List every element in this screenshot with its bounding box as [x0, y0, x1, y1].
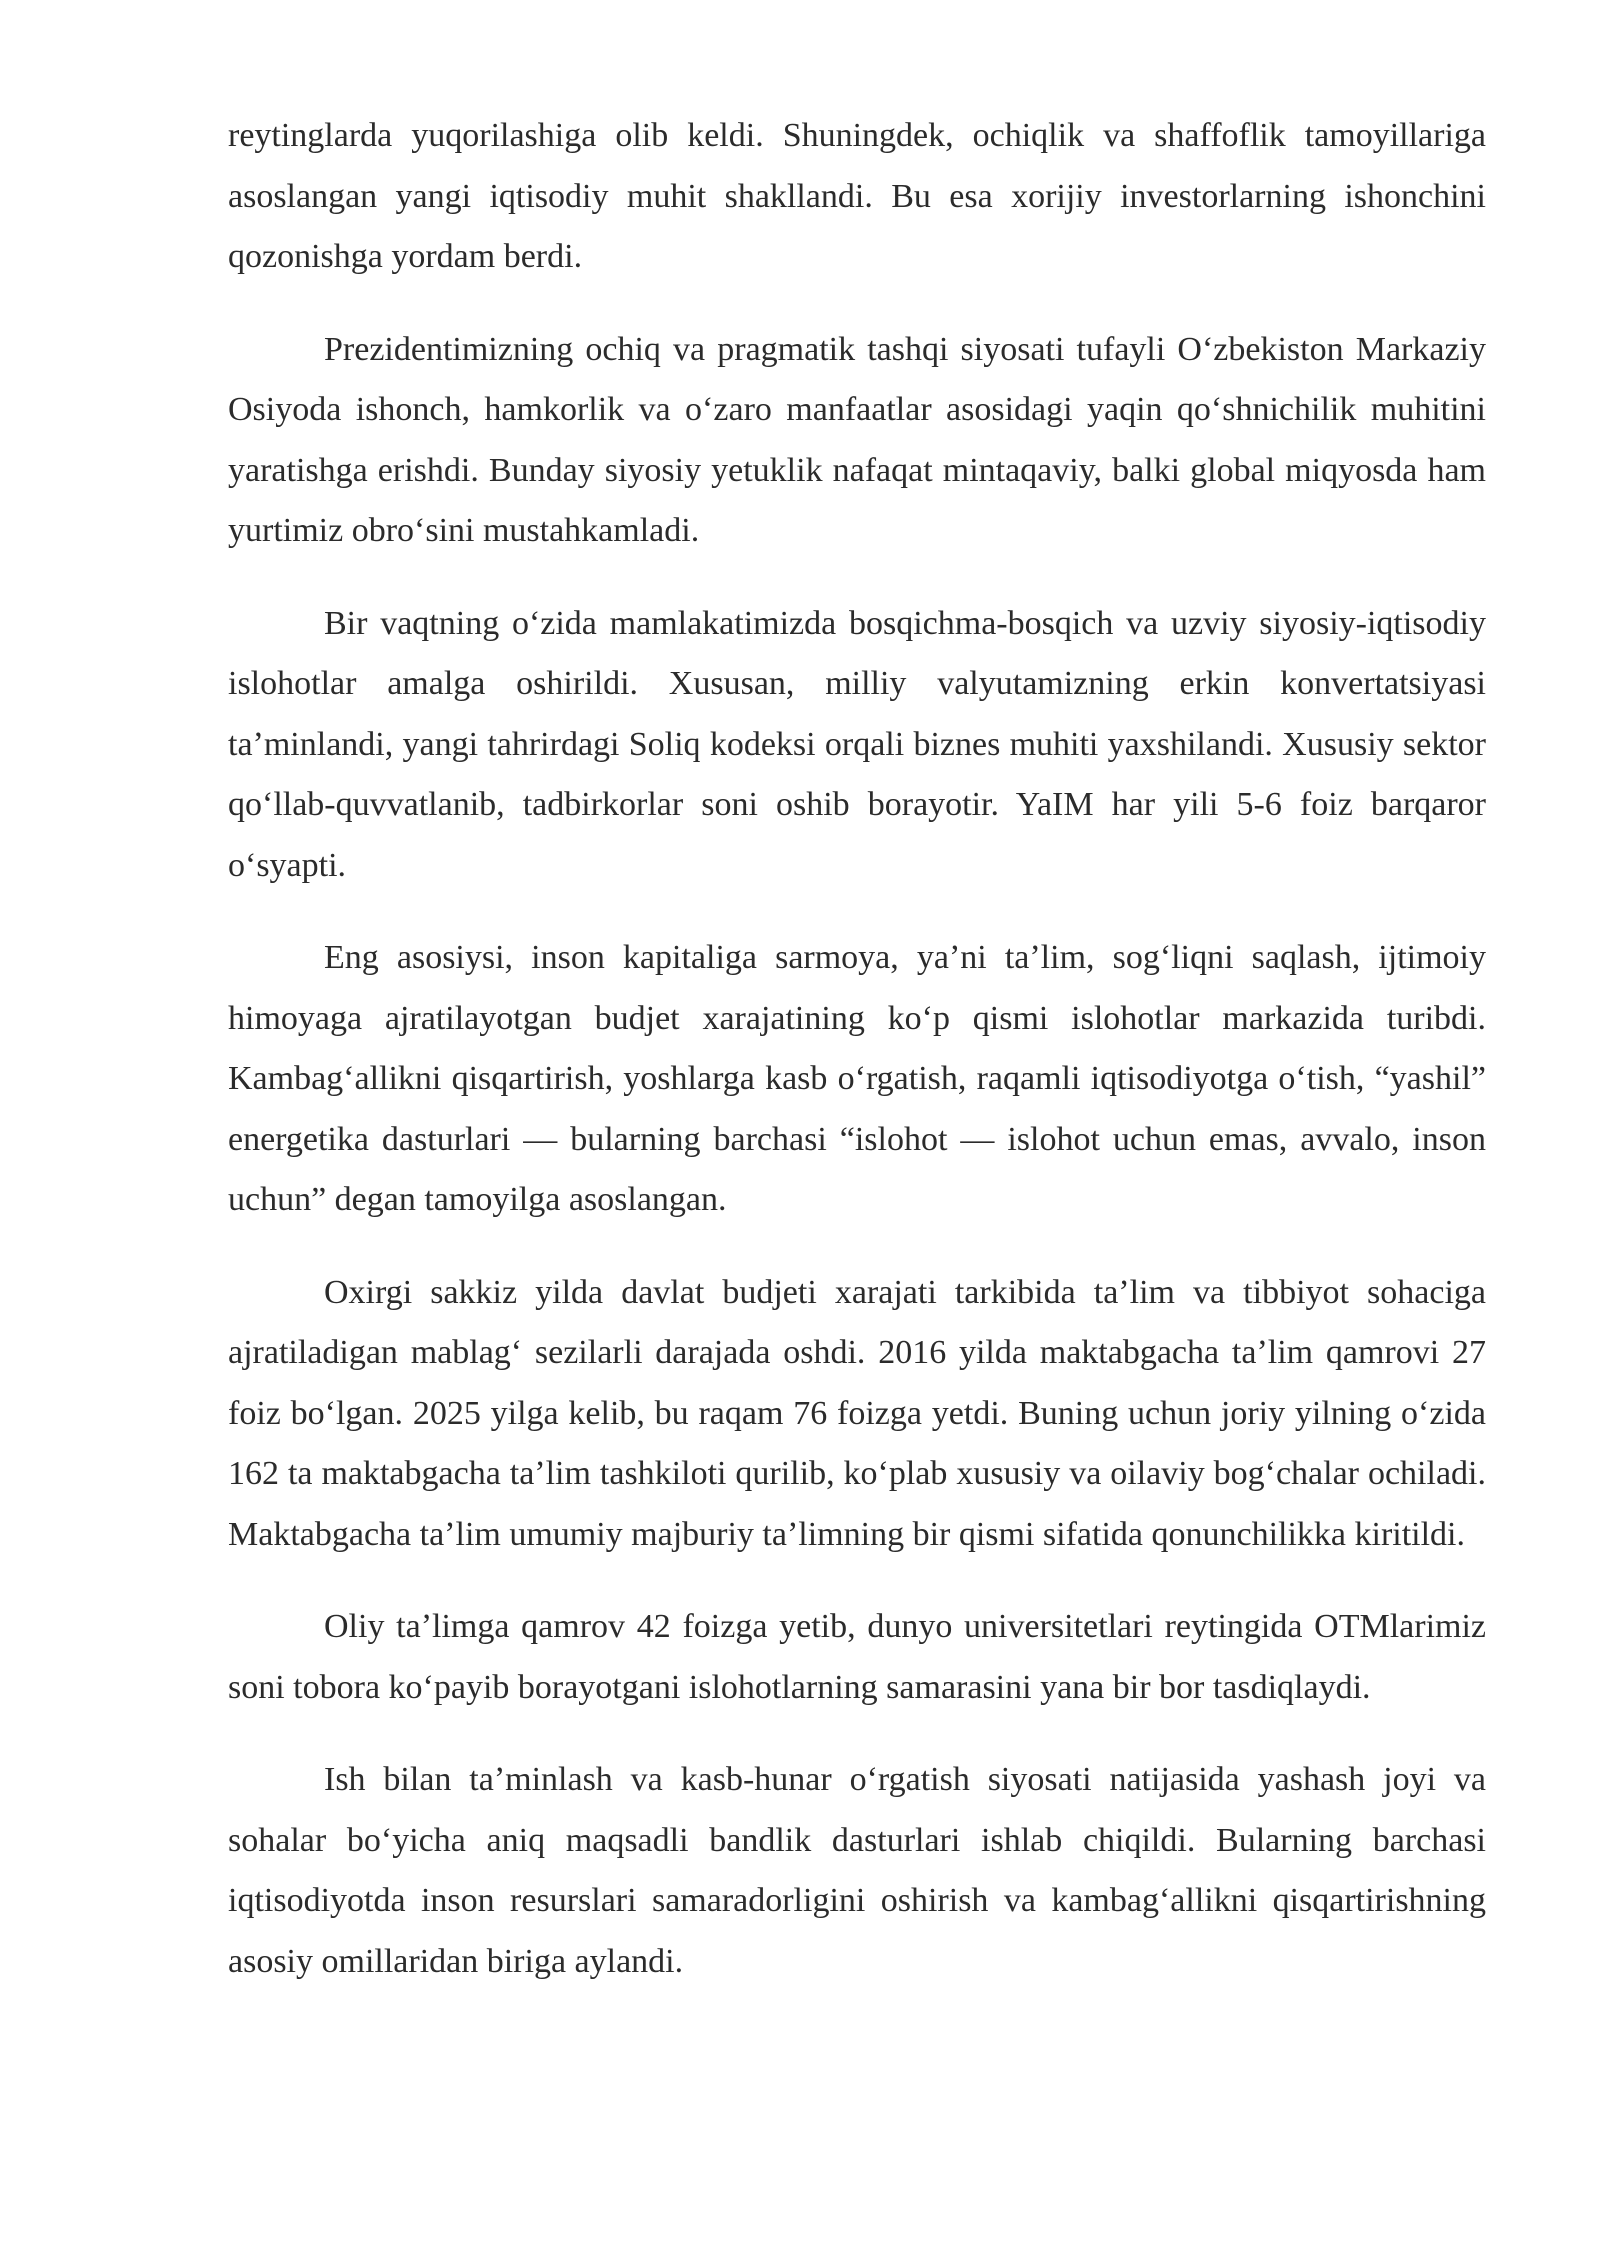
document-page — [228, 106, 1486, 2024]
paragraph-employment: Ish bilan taʼminlash va kasb-hunar oʻrgatish siyosati natijasida yashash joyi va sohalar boʻyicha aniq maqsadli bandlik dasturlari ishlab chiqildi. Bularning barchasi iqtisodiyotda inson resurslari samaradorligini oshirish va kambagʻallikni qisqartirishning asosiy omillaridan biriga aylandi. — [228, 1761, 1486, 1980]
paragraph-foreign-policy: Prezidentimizning ochiq va pragmatik tashqi siyosati tufayli Oʻzbekiston Markaziy Osiyoda ishonch, hamkorlik va oʻzaro manfaatlar asosidagi yaqin qoʻshnichilik muhitini yaratishga erishdi. Bunday siyosiy yetuklik nafaqat mintaqaviy, balki global miqyosda ham yurtimiz obroʻsini mustahkamladi. — [228, 330, 1486, 549]
paragraph-preschool-education: Oxirgi sakkiz yilda davlat budjeti xarajati tarkibida taʼlim va tibbiyot sohaciga ajratiladigan mablagʻ sezilarli darajada oshdi. 2016 yilda maktabgacha taʼlim qamrovi 27 foiz boʻlgan. 2025 yilga kelib, bu raqam 76 foizga yetdi. Buning uchun joriy yilning oʻzida 162 ta maktabgacha taʼlim tashkiloti qurilib, koʻplab xususiy va oilaviy bogʻchalar ochiladi. Maktabgacha taʼlim umumiy majburiy taʼlimning bir qismi sifatida qonunchilikka kiritildi. — [228, 1273, 1486, 1553]
paragraph-reforms: Bir vaqtning oʻzida mamlakatimizda bosqichma-bosqich va uzviy siyosiy-iqtisodiy islohotlar amalga oshirildi. Xususan, milliy valyutamizning erkin konvertatsiyasi taʼminlandi, yangi tahrirdagi Soliq kodeksi orqali biznes muhiti yaxshilandi. Xususiy sektor qoʻllab-quvvatlanib, tadbirkorlar soni oshib borayotir. YaIM har yili 5-6 foiz barqaror oʻsyapti. — [228, 604, 1486, 884]
paragraph-higher-education: Oliy taʼlimga qamrov 42 foizga yetib, dunyo universitetlari reytingida OTMlarimiz soni tobora koʻpayib borayotgani islohotlarning samarasini yana bir bor tasdiqlaydi. — [228, 1608, 1486, 1706]
paragraph-human-capital: Eng asosiysi, inson kapitaliga sarmoya, yaʼni taʼlim, sogʻliqni saqlash, ijtimoiy himoyaga ajratilayotgan budjet xarajatining koʻp qismi islohotlar markazida turibdi. Kambagʻallikni qisqartirish, yoshlarga kasb oʻrgatish, raqamli iqtisodiyotga oʻtish, “yashil” energetika dasturlari — bularning barchasi “islohot — islohot uchun emas, avvalo, inson uchun” degan tamoyilga asoslangan. — [228, 939, 1486, 1218]
paragraph-continuation: reytinglarda yuqorilashiga olib keldi. Shuningdek, ochiqlik va shaffoflik tamoyillariga asoslangan yangi iqtisodiy muhit shakllandi. Bu esa xorijiy investorlarning ishonchini qozonishga yordam berdi. — [228, 117, 1486, 275]
